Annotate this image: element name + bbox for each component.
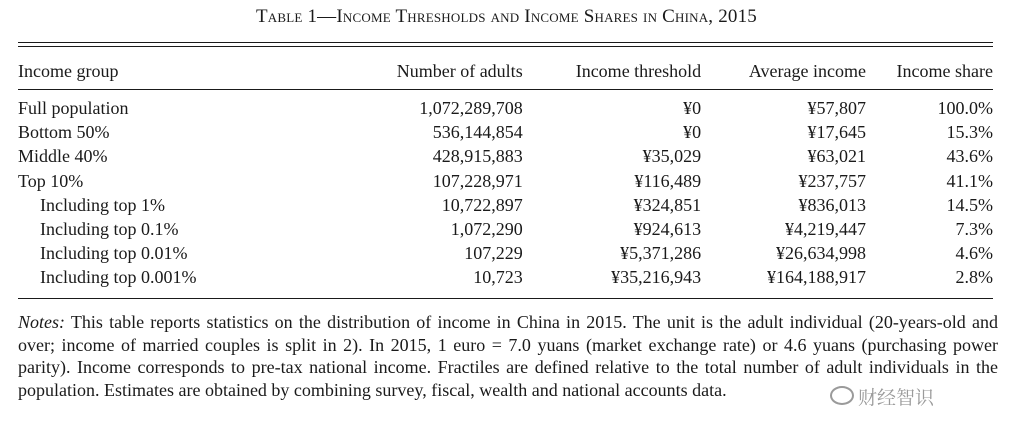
cell-income-group: Including top 0.001% [40, 267, 197, 288]
table-row [18, 120, 993, 144]
cell-average-income: ¥57,807 [807, 98, 866, 119]
bottom-rule [18, 298, 993, 299]
notes-label: Notes: [18, 312, 65, 332]
cell-average-income: ¥836,013 [798, 194, 866, 215]
cell-income-threshold: ¥5,371,286 [620, 243, 702, 264]
watermark [826, 383, 938, 410]
cell-average-income: ¥26,634,998 [776, 243, 866, 264]
income-table [18, 56, 993, 290]
chat-bubble-icon [830, 386, 854, 405]
top-rule-outer [18, 42, 993, 43]
cell-number-of-adults: 428,915,883 [432, 146, 523, 167]
cell-income-threshold: ¥0 [683, 122, 702, 143]
cell-income-threshold: ¥116,489 [634, 170, 702, 191]
column-header-income-share: Income share [896, 60, 993, 81]
cell-income-threshold: ¥0 [683, 98, 702, 119]
cell-number-of-adults: 107,228,971 [432, 170, 523, 191]
cell-average-income: ¥63,021 [807, 146, 866, 167]
cell-number-of-adults: 1,072,289,708 [419, 98, 523, 119]
cell-income-group: Middle 40% [18, 146, 108, 167]
cell-average-income: ¥237,757 [798, 170, 866, 191]
column-header-number-of-adults: Number of adults [396, 60, 523, 81]
cell-income-share: 41.1% [946, 170, 993, 191]
cell-average-income: ¥164,188,917 [767, 267, 866, 288]
table-title: Table 1—Income Thresholds and Income Shares in China, 2015 [255, 6, 757, 27]
cell-number-of-adults: 1,072,290 [450, 219, 523, 240]
cell-income-group: Top 10% [18, 170, 84, 191]
cell-income-group: Full population [18, 98, 129, 119]
table-row [18, 241, 993, 265]
header-divider-rule [18, 89, 993, 90]
table-header-row [18, 56, 993, 86]
table-row [18, 193, 993, 217]
cell-income-share: 7.3% [955, 219, 993, 240]
cell-income-share: 43.6% [946, 146, 993, 167]
column-header-income-threshold: Income threshold [575, 60, 702, 81]
cell-number-of-adults: 107,229 [464, 243, 523, 264]
cell-income-share: 15.3% [946, 122, 993, 143]
cell-income-share: 100.0% [937, 98, 993, 119]
table-row [18, 96, 993, 120]
cell-income-group: Bottom 50% [18, 122, 110, 143]
table-row [18, 265, 993, 289]
cell-income-share: 4.6% [955, 243, 993, 264]
cell-average-income: ¥17,645 [807, 122, 866, 143]
cell-number-of-adults: 536,144,854 [432, 122, 523, 143]
cell-income-threshold: ¥35,029 [642, 146, 702, 167]
cell-income-group: Including top 0.1% [40, 219, 179, 240]
notes-text: This table reports statistics on the distribution of income in China in 2015. The unit is the adult individual (20-years-old and over; income of married couples is split in 2). In 2015, 1 euro = 7.0 yuans (market exchange rate) or 4.6 yuans (purchasing power parity). Income corresponds to pre-tax national income. Fractiles are defined relative to the total number of adult individuals in the population. Estimates are obtained by combining survey, fiscal, wealth and national accounts data. [18, 312, 998, 400]
table-row [18, 217, 993, 241]
top-rule-inner [18, 46, 993, 47]
table-row [18, 144, 993, 168]
cell-income-share: 14.5% [946, 194, 993, 215]
cell-income-threshold: ¥924,613 [633, 219, 702, 240]
cell-income-group: Including top 1% [40, 194, 165, 215]
cell-average-income: ¥4,219,447 [785, 219, 866, 240]
cell-income-threshold: ¥35,216,943 [611, 267, 702, 288]
cell-income-group: Including top 0.01% [40, 243, 188, 264]
cell-income-share: 2.8% [955, 267, 993, 288]
watermark-text: 财经智识 [858, 387, 935, 409]
cell-income-threshold: ¥324,851 [633, 194, 702, 215]
table-row [18, 169, 993, 193]
column-header-average-income: Average income [748, 60, 866, 81]
column-header-income-group: Income group [18, 60, 119, 81]
cell-number-of-adults: 10,722,897 [441, 194, 523, 215]
cell-number-of-adults: 10,723 [473, 267, 523, 288]
